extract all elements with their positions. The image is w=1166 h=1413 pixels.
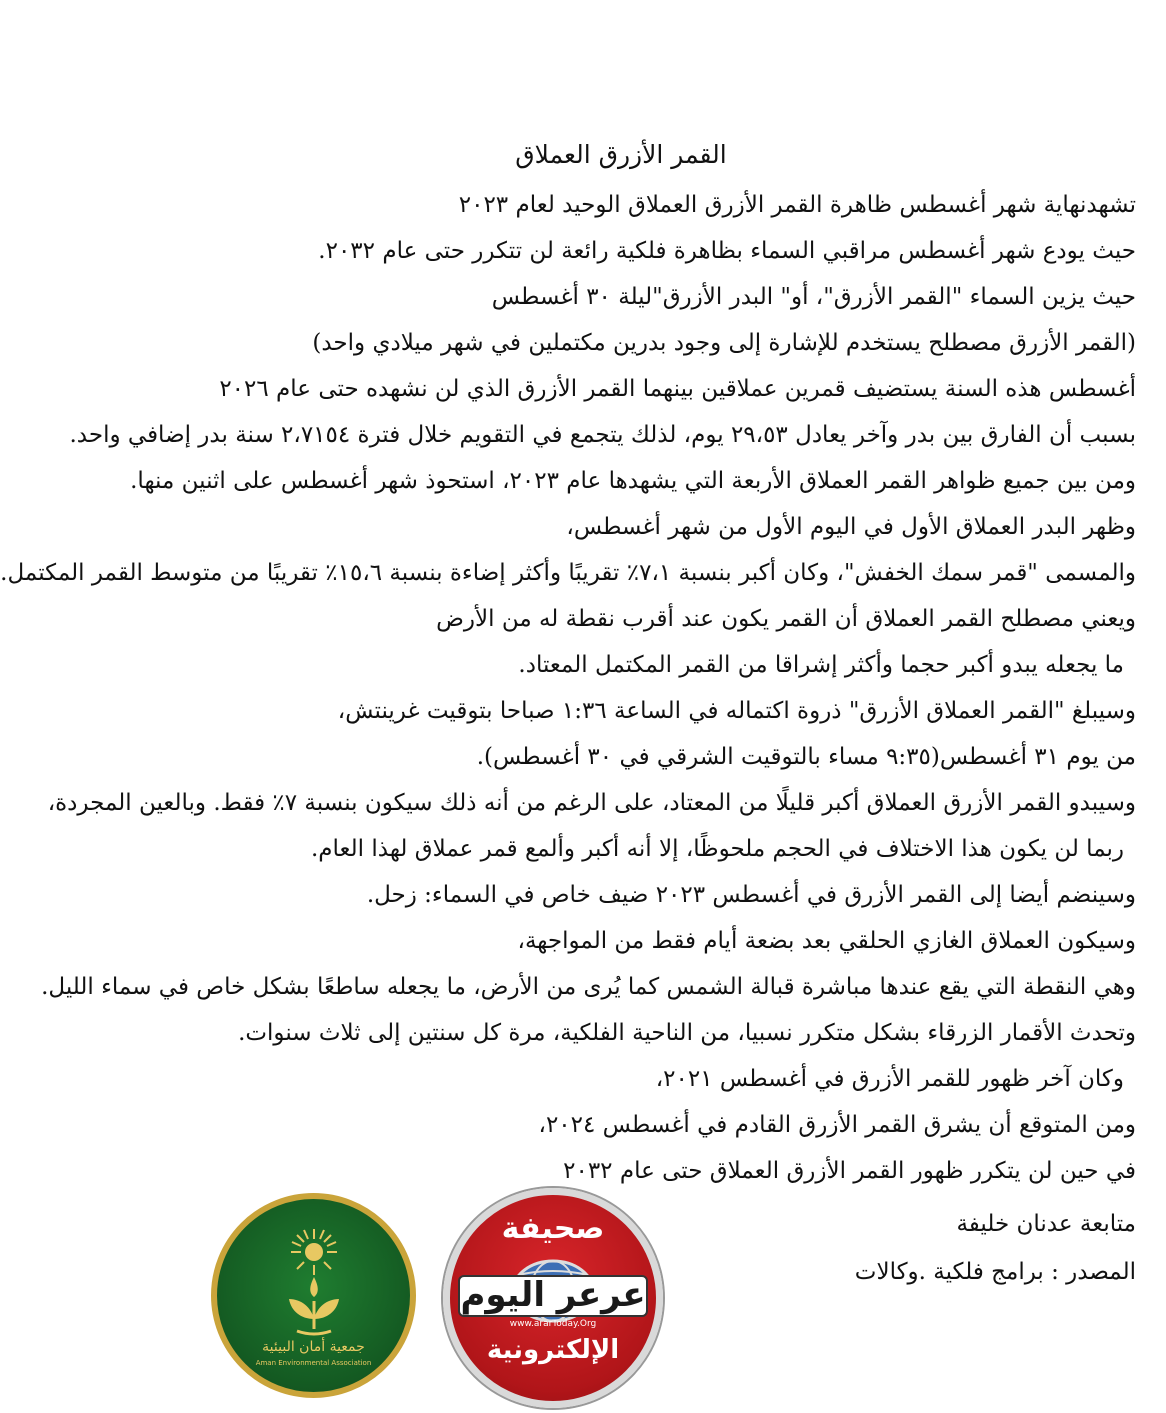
article-line: وسينضم أيضا إلى القمر الأزرق في أغسطس ٢٠٢٣ ضيف خاص في السماء: زحل. [366, 882, 1136, 908]
article-line: ما يجعله يبدو أكبر حجما وأكثر إشراقا من القمر المكتمل المعتاد. [518, 652, 1124, 678]
article-line: بسبب أن الفارق بين بدر وآخر يعادل ٢٩،٥٣ يوم، لذلك يتجمع في التقويم خلال فترة ٢،٧١٥٤ سنة بدر إضافي واحد. [69, 422, 1136, 448]
article-line: حيث يودع شهر أغسطس مراقبي السماء بظاهرة فلكية رائعة لن تتكرر حتى عام ٢٠٣٢. [318, 238, 1136, 264]
article-line: وهي النقطة التي يقع عندها مباشرة قبالة الشمس كما يُرى من الأرض، ما يجعله ساطعًا بشكل خاص في سماء الليل. [41, 974, 1136, 1000]
article-line: وسيبدو القمر الأزرق العملاق أكبر قليلًا من المعتاد، على الرغم من أنه ذلك سيكون بنسبة ٧٪ فقط. وبالعين المجردة، [47, 790, 1136, 816]
association-name: جمعية أمان البيئية [262, 1339, 365, 1355]
arar-today-newspaper-logo [443, 1188, 663, 1408]
article-line: ومن المتوقع أن يشرق القمر الأزرق القادم في أغسطس ٢٠٢٤، [538, 1112, 1136, 1138]
newspaper-top-word: صحيفة [501, 1211, 605, 1246]
article-line: ربما لن يكون هذا الاختلاف في الحجم ملحوظًا، إلا أنه أكبر وألمع قمر عملاق لهذا العام. [311, 836, 1124, 862]
article-line: تشهدنهاية شهر أغسطس ظاهرة القمر الأزرق العملاق الوحيد لعام ٢٠٢٣ [458, 192, 1136, 218]
article-line: وتحدث الأقمار الزرقاء بشكل متكرر نسبيا، من الناحية الفلكية، مرة كل سنتين إلى ثلاث سنوات. [238, 1020, 1136, 1046]
article-line: في حين لن يتكرر ظهور القمر الأزرق العملاق حتى عام ٢٠٣٢ [563, 1158, 1136, 1184]
plant-icon [279, 1269, 349, 1339]
article-line: (القمر الأزرق مصطلح يستخدم للإشارة إلى وجود بدرين مكتملين في شهر ميلادي واحد) [312, 330, 1136, 356]
aman-association-logo [211, 1193, 416, 1398]
page-title: القمر الأزرق العملاق [515, 140, 727, 169]
newspaper-url: www.ararToday.Org [509, 1319, 597, 1329]
article-footer [736, 1200, 1136, 1296]
article-line: والمسمى "قمر سمك الخفش"، وكان أكبر بنسبة ٧،١٪ تقريبًا وأكثر إضاءة بنسبة ١٥،٦٪ تقريبًا من متوسط القمر المكتمل. [0, 560, 1136, 586]
article-line: وسيبلغ "القمر العملاق الأزرق" ذروة اكتماله في الساعة ١:٣٦ صباحا بتوقيت غرينتش، [337, 698, 1136, 724]
newspaper-name: عرعر اليوم [460, 1275, 646, 1315]
article-line: وسيكون العملاق الغازي الحلقي بعد بضعة أيام فقط من المواجهة، [517, 928, 1136, 954]
article-line: وكان آخر ظهور للقمر الأزرق في أغسطس ٢٠٢١، [655, 1066, 1124, 1092]
article-line: حيث يزين السماء "القمر الأزرق"، أو" البدر الأزرق"ليلة ٣٠ أغسطس [491, 284, 1136, 310]
article-line: ومن بين جميع ظواهر القمر العملاق الأربعة التي يشهدها عام ٢٠٢٣، استحوذ شهر أغسطس على اثنين منها. [130, 468, 1136, 494]
article-line: وظهر البدر العملاق الأول في اليوم الأول من شهر أغسطس، [566, 514, 1136, 540]
article-line: أغسطس هذه السنة يستضيف قمرين عملاقين بينهما القمر الأزرق الذي لن نشهده حتى عام ٢٠٢٦ [219, 376, 1136, 402]
article-line: ويعني مصطلح القمر العملاق أن القمر يكون عند أقرب نقطة له من الأرض [436, 606, 1136, 632]
article-body [0, 182, 1136, 1194]
article-line: من يوم ٣١ أغسطس(٩:٣٥ مساء بالتوقيت الشرقي في ٣٠ أغسطس). [476, 744, 1136, 770]
newspaper-bottom-word: الإلكترونية [486, 1335, 620, 1365]
association-subtitle: Aman Environmental Association [255, 1359, 372, 1367]
source-credit: المصدر : برامج فلكية .وكالات [854, 1259, 1136, 1285]
follow-up-credit: متابعة عدنان خليفة [956, 1211, 1136, 1237]
